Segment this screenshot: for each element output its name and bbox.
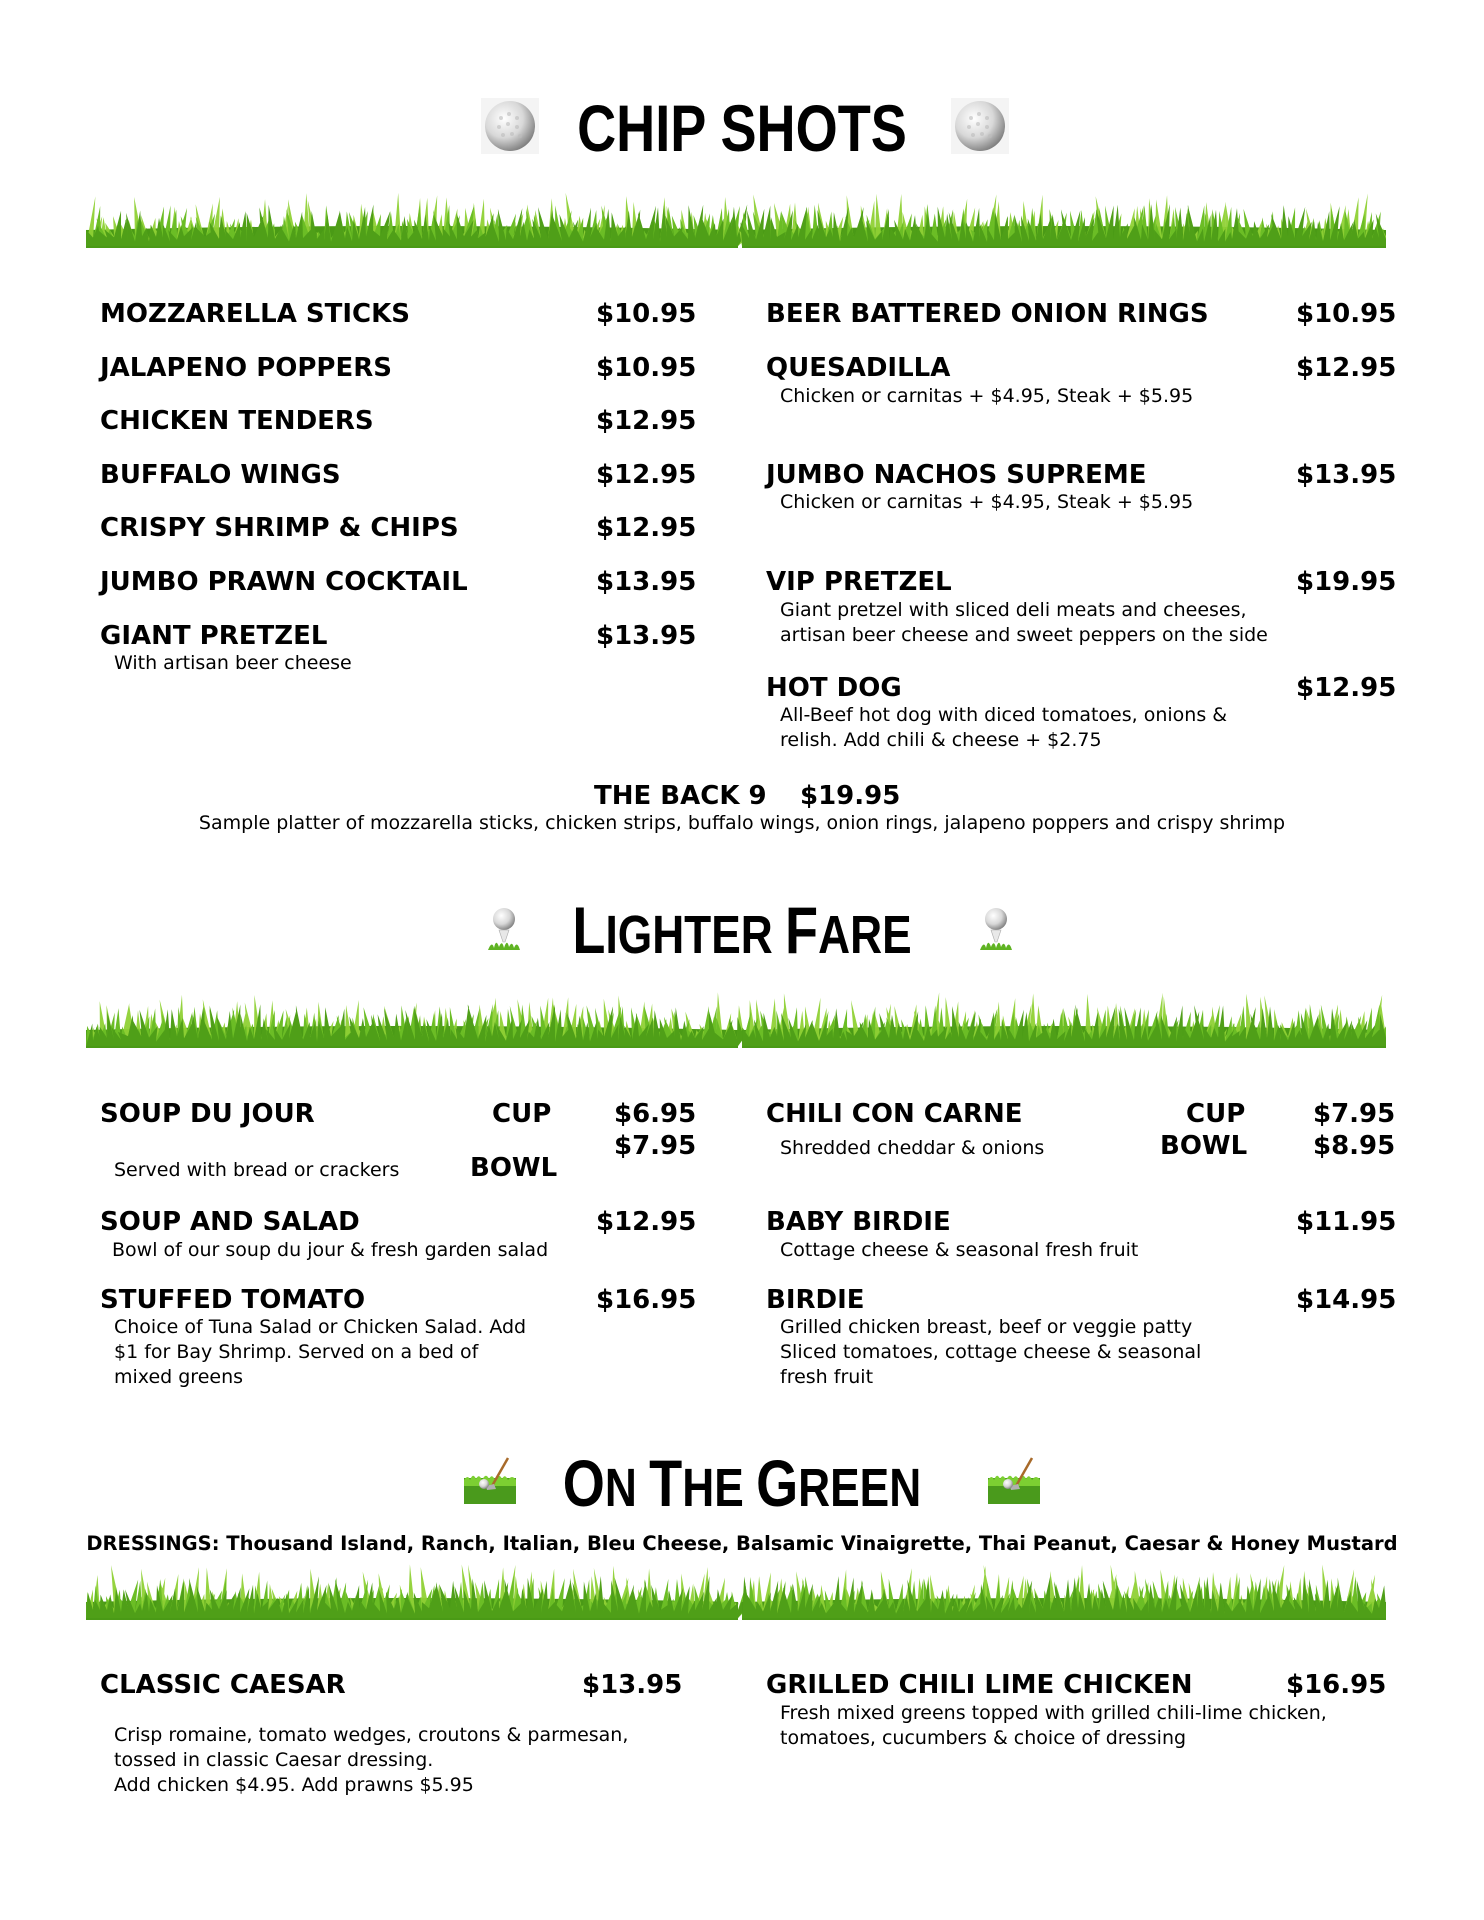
menu-item-name: JUMBO PRAWN COCKTAIL <box>100 567 468 597</box>
menu-item-name: STUFFED TOMATO <box>100 1285 366 1315</box>
menu-item-price: $13.95 <box>596 621 697 651</box>
title-small: ARE <box>818 905 912 965</box>
golf-ball-icon <box>951 98 1009 154</box>
menu-item-price: $10.95 <box>596 353 697 383</box>
menu-item-price: $12.95 <box>596 406 697 436</box>
grass-divider <box>86 186 1386 248</box>
menu-item-description: All-Beef hot dog with diced tomatoes, onions & <box>780 704 1228 726</box>
menu-item-price: $13.95 <box>582 1670 683 1700</box>
title-cap: G <box>756 1446 799 1520</box>
golf-club-icon <box>988 1456 1040 1504</box>
menu-item-description: fresh fruit <box>780 1366 874 1388</box>
menu-item-name: MOZZARELLA STICKS <box>100 299 410 329</box>
menu-item-name: QUESADILLA <box>766 353 951 383</box>
menu-item-name: SOUP AND SALAD <box>100 1207 360 1237</box>
golf-tee-icon <box>978 906 1014 952</box>
menu-item-description: Choice of Tuna Salad or Chicken Salad. Add <box>114 1316 527 1338</box>
menu-item-name: BIRDIE <box>766 1285 865 1315</box>
chip-shots-title: CHIP SHOTS <box>577 91 907 165</box>
size-label: BOWL <box>1160 1131 1248 1161</box>
menu-item-price: $10.95 <box>1296 299 1397 329</box>
grass-divider <box>86 986 1386 1048</box>
back9-name: THE BACK 9 <box>594 781 767 811</box>
lighter-fare-title <box>134 892 1351 968</box>
menu-item-price: $14.95 <box>1296 1285 1397 1315</box>
title-small: N <box>604 1458 650 1518</box>
menu-item-name: JALAPENO POPPERS <box>100 353 392 383</box>
menu-item-description: Bowl of our soup du jour & fresh garden salad <box>112 1239 549 1261</box>
menu-item-description: Chicken or carnitas + $4.95, Steak + $5.95 <box>780 491 1194 513</box>
menu-item-description: tossed in classic Caesar dressing. <box>114 1749 434 1771</box>
menu-item-name: JUMBO NACHOS SUPREME <box>766 460 1147 490</box>
menu-item-description: Add chicken $4.95. Add prawns $5.95 <box>114 1774 474 1796</box>
menu-item-description: Cottage cheese & seasonal fresh fruit <box>780 1239 1139 1261</box>
menu-item-price: $19.95 <box>1296 567 1397 597</box>
size-label: CUP <box>1186 1099 1246 1129</box>
menu-item-description: $1 for Bay Shrimp. Served on a bed of <box>114 1341 479 1363</box>
menu-item-price: $12.95 <box>596 460 697 490</box>
menu-item-description: Giant pretzel with sliced deli meats and cheeses, <box>780 599 1247 621</box>
menu-item-price: $13.95 <box>1296 460 1397 490</box>
title-cap: F <box>785 893 819 967</box>
menu-item-name: SOUP DU JOUR <box>100 1099 315 1129</box>
size-label: CUP <box>492 1099 552 1129</box>
menu-item-name: GRILLED CHILI LIME CHICKEN <box>766 1670 1193 1700</box>
menu-item-name: BABY BIRDIE <box>766 1207 951 1237</box>
menu-item-description: relish. Add chili & cheese + $2.75 <box>780 729 1102 751</box>
menu-item-name: CRISPY SHRIMP & CHIPS <box>100 513 459 543</box>
title-cap: T <box>649 1446 683 1520</box>
menu-item-price: $16.95 <box>1286 1670 1387 1700</box>
size-label: BOWL <box>470 1153 558 1183</box>
menu-item-description: artisan beer cheese and sweet peppers on the side <box>780 624 1268 646</box>
menu-item-price: $11.95 <box>1296 1207 1397 1237</box>
menu-item-description: With artisan beer cheese <box>114 652 352 674</box>
menu-item-description: Crisp romaine, tomato wedges, croutons & parmesan, <box>114 1724 629 1746</box>
menu-item-price: $13.95 <box>596 567 697 597</box>
menu-item-name: BEER BATTERED ONION RINGS <box>766 299 1209 329</box>
menu-item-description: Chicken or carnitas + $4.95, Steak + $5.95 <box>780 385 1194 407</box>
dressings-list: DRESSINGS: Thousand Island, Ranch, Italian, Bleu Cheese, Balsamic Vinaigrette, Thai Peanut, Caesar & Honey Mustard <box>86 1532 1398 1555</box>
menu-item-name: CHICKEN TENDERS <box>100 406 374 436</box>
title-cap: O <box>562 1446 605 1520</box>
menu-item-name: VIP PRETZEL <box>766 567 952 597</box>
menu-item-name: CHILI CON CARNE <box>766 1099 1023 1129</box>
menu-item-description: Shredded cheddar & onions <box>780 1137 1045 1159</box>
menu-item-description: mixed greens <box>114 1366 244 1388</box>
back9-description: Sample platter of mozzarella sticks, chicken strips, buffalo wings, onion rings, jalapeno poppers and crispy shrimp <box>198 812 1286 834</box>
title-small: REEN <box>798 1458 922 1518</box>
title-cap: L <box>572 893 606 967</box>
grass-divider <box>86 1558 1386 1620</box>
menu-item-price: $12.95 <box>596 1207 697 1237</box>
menu-item-price: $10.95 <box>596 299 697 329</box>
menu-item-description: Grilled chicken breast, beef or veggie patty <box>780 1316 1193 1338</box>
menu-item-price: $12.95 <box>596 513 697 543</box>
on-the-green-title <box>134 1445 1351 1521</box>
menu-item-price: $12.95 <box>1296 673 1397 703</box>
menu-item-name: GIANT PRETZEL <box>100 621 328 651</box>
menu-item-description: Served with bread or crackers <box>114 1159 400 1181</box>
title-small: HE <box>682 1458 757 1518</box>
menu-item-description: Fresh mixed greens topped with grilled chili-lime chicken, <box>780 1702 1327 1724</box>
menu-item-price: $12.95 <box>1296 353 1397 383</box>
menu-item-description: tomatoes, cucumbers & choice of dressing <box>780 1727 1187 1749</box>
menu-item-name: HOT DOG <box>766 673 902 703</box>
menu-item-price: $8.95 <box>1313 1131 1396 1161</box>
menu-item-name: CLASSIC CAESAR <box>100 1670 346 1700</box>
menu-item-description: Sliced tomatoes, cottage cheese & seasonal <box>780 1341 1202 1363</box>
menu-item-price: $7.95 <box>614 1131 697 1161</box>
title-small: IGHTER <box>605 905 786 965</box>
menu-item-price: $7.95 <box>1313 1099 1396 1129</box>
menu-item-price: $6.95 <box>614 1099 697 1129</box>
back9-price: $19.95 <box>800 781 901 811</box>
menu-item-price: $16.95 <box>596 1285 697 1315</box>
menu-item-name: BUFFALO WINGS <box>100 460 341 490</box>
